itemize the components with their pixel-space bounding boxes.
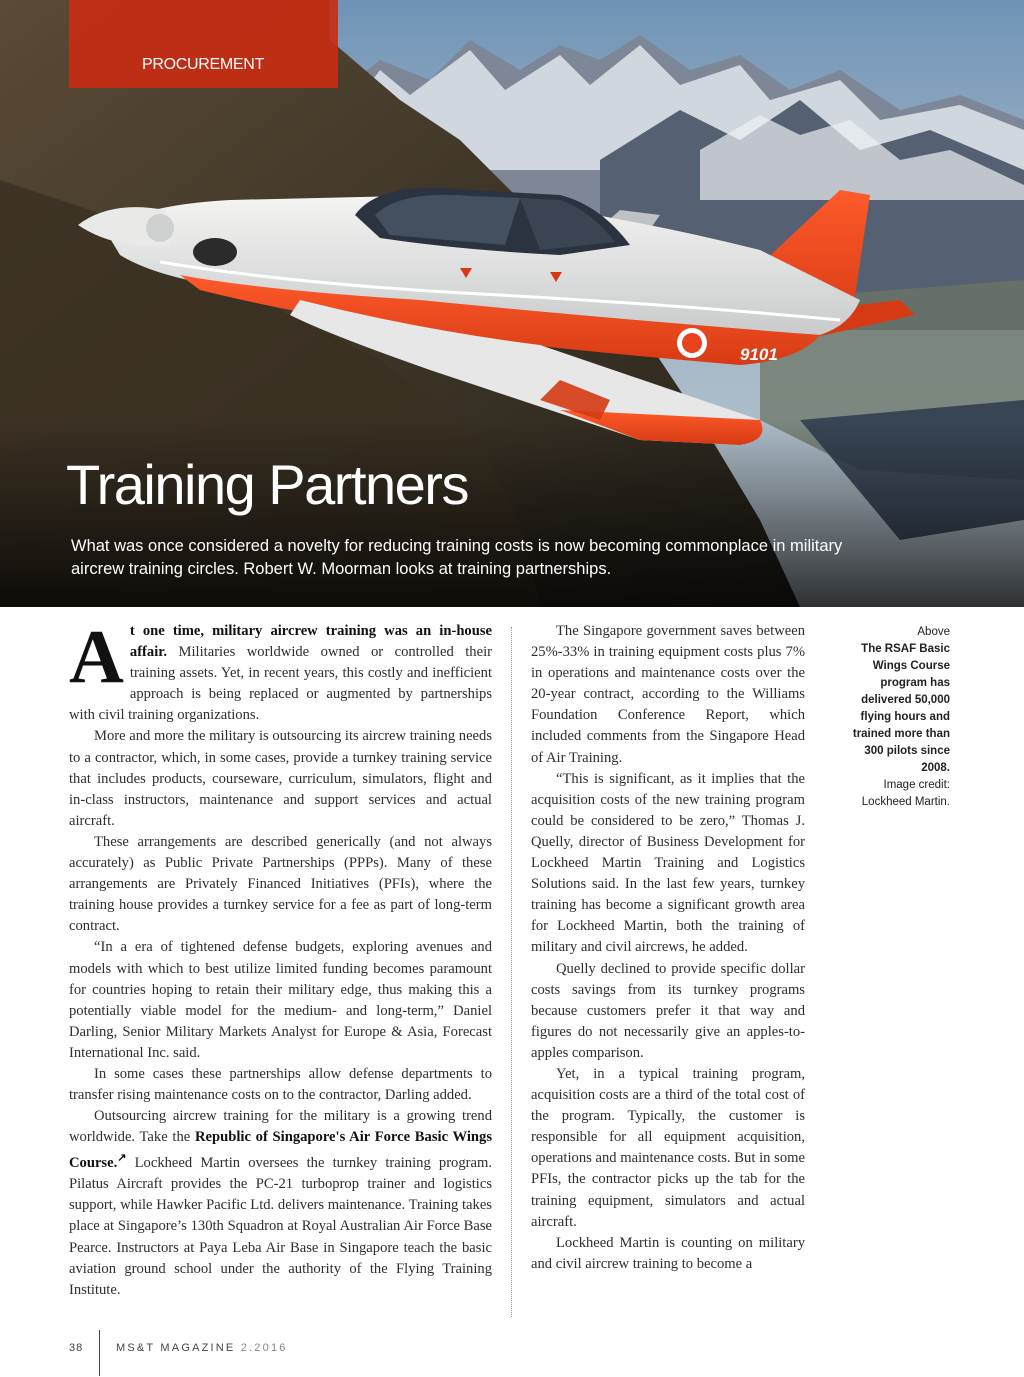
article-column-1 [69, 615, 492, 1301]
external-link-icon: ↗ [117, 1152, 127, 1165]
paragraph [69, 1106, 492, 1301]
magazine-footer [116, 1342, 288, 1354]
paragraph: Lockheed Martin is counting on military and civil aircrew training to become a [531, 1234, 805, 1272]
paragraph: The Singapore government saves between 25%-33% in training equipment costs plus 7% in operations and maintenance costs over the 20-year contract, according to the Williams Foundation Conference Report, which included comments from the Singapore Head of Air Training. [531, 623, 805, 766]
footer-divider [99, 1330, 100, 1376]
lead-rest: Militaries worldwide owned or controlled their training assets. Yet, in recent years, this costly and inefficient approach is being replaced or augmented by partnerships with civil training organizations. [69, 644, 492, 724]
caption-credit: Image credit: Lockheed Martin. [861, 779, 950, 808]
article-title: Training Partners [66, 453, 468, 516]
drop-cap: A [69, 615, 124, 699]
link-text: Republic of Singapore's Air Force Basic Wings Course. [69, 1129, 492, 1172]
lead-bold: t one time, military aircrew training was an in-house affair. [129, 623, 492, 661]
section-tag-box [69, 0, 338, 88]
caption-label: Above [917, 626, 950, 638]
paragraph: These arrangements are described generically (and not always accurately) as Public Private Partnerships (PPPs). Many of these arrangements are Privately Financed Initiatives (PFIs), where the training house provides a turnkey service for a fee as part of long-term contract. [69, 833, 492, 935]
article-deck [71, 535, 871, 581]
photo-caption [838, 624, 950, 811]
paragraph: Quelly declined to provide specific dollar costs savings from its turnkey programs because customers prefer it that way and figures do not necessarily give an apples-to-apples comparison. [531, 960, 805, 1061]
hero-image [0, 0, 1024, 607]
deck-text: What was once considered a novelty for reducing training costs is now becoming commonplace in military aircrew training circles. [71, 537, 843, 578]
paragraph-text: Outsourcing aircrew training for the military is a growing trend worldwide. Take the [69, 1108, 492, 1146]
author-name: Robert W. Moorman [243, 560, 392, 578]
issue-date: 2.2016 [240, 1342, 288, 1354]
column-divider [511, 627, 512, 1317]
page-number: 38 [69, 1342, 84, 1354]
paragraph-text: Lockheed Martin oversees the turnkey training program. Pilatus Aircraft provides the PC-21 turboprop trainer and logistics support, while Hawker Pacific Ltd. delivers maintenance. Training takes place at Singapore’s 130th Squadron at Royal Australian Air Force Base Pearce. Instructors at Paya Leba Air Base in Singapore teach the basic aviation ground school under the authority of the Flying Training Institute. [69, 1155, 492, 1298]
caption-text: The RSAF Basic Wings Course program has delivered 50,000 flying hours and trained more than 300 pilots since 2008. [852, 643, 950, 774]
paragraph: “This is significant, as it implies that the acquisition costs of the new training program could be considered to be zero,” Thomas J. Quelly, director of Business Development for Lockheed Martin Training and Logistics Solutions said. In the last few years, turnkey training has become a significant growth area for Lockheed Martin, both the training of military and civil aircrews, he added. [531, 770, 805, 956]
section-tag: PROCUREMENT [142, 56, 265, 73]
lead-paragraph [69, 615, 492, 726]
paragraph: “In a era of tightened defense budgets, exploring avenues and models with which to best utilize limited funding becomes paramount for countries hoping to retain their military edge, thus making this a potentially viable model for the medium- and long-term,” Daniel Darling, Senior Military Markets Analyst for Europe & Asia, Forecast International Inc. said. [69, 939, 492, 1061]
aircraft-number: 9101 [740, 345, 778, 364]
deck-end: looks at training partnerships. [395, 560, 612, 578]
article-column-2 [531, 621, 805, 1275]
paragraph: In some cases these partnerships allow defense departments to transfer rising maintenance costs on to the contractor, Darling added. [69, 1065, 492, 1104]
paragraph: More and more the military is outsourcing its aircrew training needs to a contractor, which, in some cases, provide a turnkey training service that includes products, courseware, curriculum, simulators, flight and in-class instructors, maintenance and support services and actual aircraft. [69, 728, 492, 829]
magazine-name: MS&T MAGAZINE [116, 1342, 236, 1354]
paragraph: Yet, in a typical training program, acquisition costs are a third of the total cost of the program. Typically, the customer is responsible for all equipment acquisition, operations and maintenance costs. But in some PFIs, the contractor picks up the tab for the training equipment, simulators and actual aircraft. [531, 1065, 805, 1230]
